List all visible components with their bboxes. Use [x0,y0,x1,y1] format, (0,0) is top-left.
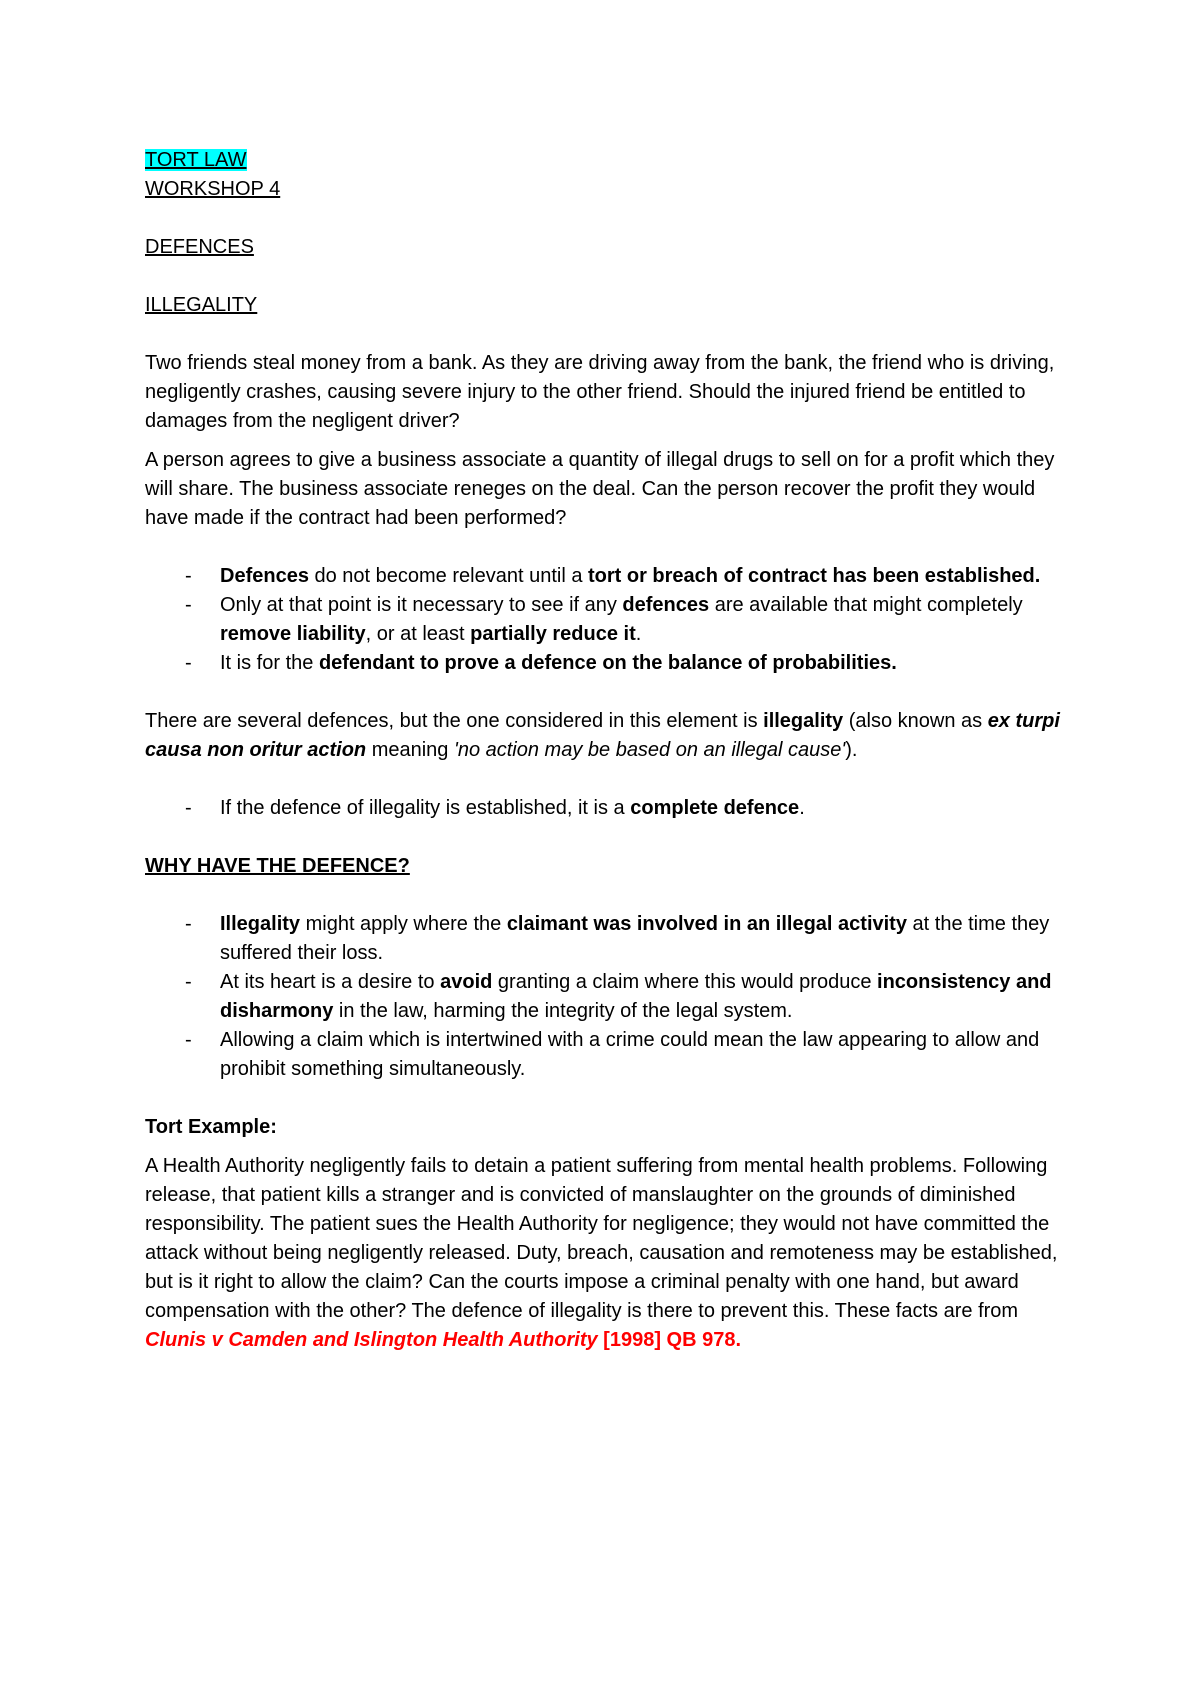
list-item: - Only at that point is it necessary to see if any defences are available that might completely remove liability, or at least partially reduce it. [145,591,1065,649]
list-item: - Illegality might apply where the claimant was involved in an illegal activity at the time they suffered their loss. [145,910,1065,968]
list-item: - Allowing a claim which is intertwined with a crime could mean the law appearing to allow and prohibit something simultaneously. [145,1026,1065,1084]
list-item: - Defences do not become relevant until a tort or breach of contract has been established. [145,562,1065,591]
dash-marker: - [185,652,192,674]
title-workshop: WORKSHOP 4 [145,178,281,200]
several-defences-paragraph: There are several defences, but the one considered in this element is illegality (also known as ex turpi causa non oritur action meaning 'no action may be based on an illegal cause'). [145,710,1060,761]
dash-marker: - [185,1029,192,1051]
doc-subtitle [145,175,1065,204]
dash-marker: - [185,797,192,819]
case-citation: [1998] QB 978. [597,1329,742,1351]
case-name: Clunis v Camden and Islington Health Authority [145,1329,598,1351]
tort-example-body: A Health Authority negligently fails to detain a patient suffering from mental health problems. Following release, that patient kills a stranger and is convicted of manslaughter on the grounds of diminished responsibility. The patient sues the Health Authority for negligence; they would not have committed the attack without being negligently released. Duty, breach, causation and remoteness may be established, but is it right to allow the claim? Can the courts impose a criminal penalty with one hand, but award compensation with the other? The defence of illegality is there to prevent this. These facts are from Clunis v Camden and Islington Health Authority [1998] QB 978. [145,1155,1058,1351]
list-item: - It is for the defendant to prove a defence on the balance of probabilities. [145,649,1065,678]
title-tort-law: TORT LAW [145,149,247,171]
doc-title [145,146,1065,175]
dash-marker: - [185,594,192,616]
scenario-illegal-drugs: A person agrees to give a business associate a quantity of illegal drugs to sell on for a profit which they will share. The business associate reneges on the deal. Can the person recover the profit they would have made if the contract had been performed? [145,449,1055,529]
document-body [145,146,1065,1355]
defences-list [145,562,1065,678]
list-item: - If the defence of illegality is established, it is a complete defence. [145,794,1065,823]
dash-marker: - [185,565,192,587]
heading-why-have-defence: WHY HAVE THE DEFENCE? [145,855,410,877]
heading-defences: DEFENCES [145,236,254,258]
why-list [145,910,1065,1084]
heading-illegality: ILLEGALITY [145,294,258,316]
dash-marker: - [185,913,192,935]
scenario-bank-robbery: Two friends steal money from a bank. As they are driving away from the bank, the friend who is driving, negligently crashes, causing severe injury to the other friend. Should the injured friend be entitled to damages from the negligent driver? [145,352,1055,432]
dash-marker: - [185,971,192,993]
list-item: - At its heart is a desire to avoid granting a claim where this would produce inconsistency and disharmony in the law, harming the integrity of the legal system. [145,968,1065,1026]
tort-example-heading: Tort Example: [145,1116,277,1138]
complete-defence-list [145,794,1065,823]
